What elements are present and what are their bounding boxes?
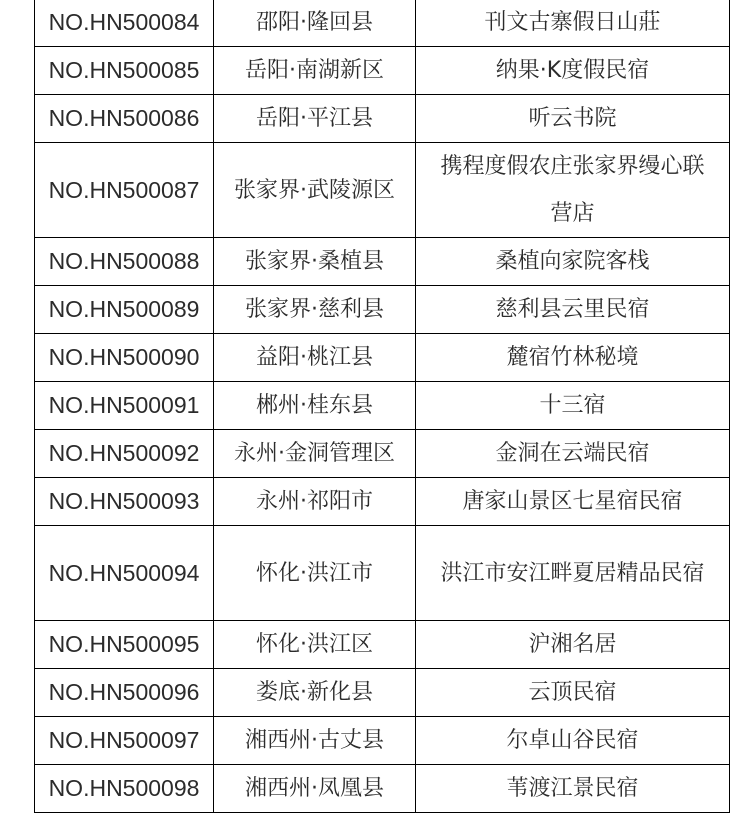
name-cell: 金洞在云端民宿 [416,430,730,478]
region-cell: 永州·金洞管理区 [214,430,416,478]
name-cell: 纳果·K度假民宿 [416,47,730,95]
name-cell: 十三宿 [416,382,730,430]
name-cell: 刊文古寨假日山莊 [416,0,730,47]
table-row [35,430,730,478]
table-row [35,0,730,47]
code-cell: NO.HN500085 [35,47,214,95]
table-row [35,382,730,430]
code-cell: NO.HN500092 [35,430,214,478]
code-cell: NO.HN500086 [35,95,214,143]
region-cell: 怀化·洪江市 [214,526,416,621]
region-cell: 岳阳·南湖新区 [214,47,416,95]
region-cell: 张家界·武陵源区 [214,143,416,238]
name-cell: 唐家山景区七星宿民宿 [416,478,730,526]
region-cell: 益阳·桃江县 [214,334,416,382]
region-cell: 娄底·新化县 [214,669,416,717]
code-cell: NO.HN500097 [35,717,214,765]
table-row [35,143,730,238]
name-cell: 慈利县云里民宿 [416,286,730,334]
region-cell: 岳阳·平江县 [214,95,416,143]
table-row [35,238,730,286]
code-cell: NO.HN500094 [35,526,214,621]
region-cell: 邵阳·隆回县 [214,0,416,47]
table-row [35,717,730,765]
region-cell: 湘西州·古丈县 [214,717,416,765]
table-row [35,765,730,813]
code-cell: NO.HN500093 [35,478,214,526]
name-cell: 苇渡江景民宿 [416,765,730,813]
name-cell: 云顶民宿 [416,669,730,717]
table-row [35,334,730,382]
region-cell: 张家界·桑植县 [214,238,416,286]
name-cell: 洪江市安江畔夏居精品民宿 [416,526,730,621]
code-cell: NO.HN500089 [35,286,214,334]
name-cell: 尔卓山谷民宿 [416,717,730,765]
code-cell: NO.HN500088 [35,238,214,286]
code-cell: NO.HN500098 [35,765,214,813]
name-cell: 听云书院 [416,95,730,143]
name-cell: 携程度假农庄张家界缦心联营店 [416,143,730,238]
code-cell: NO.HN500091 [35,382,214,430]
table-row [35,95,730,143]
table-row [35,669,730,717]
table-row [35,526,730,621]
code-cell: NO.HN500095 [35,621,214,669]
region-cell: 怀化·洪江区 [214,621,416,669]
table-row [35,621,730,669]
region-cell: 张家界·慈利县 [214,286,416,334]
name-cell: 沪湘名居 [416,621,730,669]
name-cell: 桑植向家院客栈 [416,238,730,286]
region-cell: 郴州·桂东县 [214,382,416,430]
table-row [35,47,730,95]
table-row [35,286,730,334]
code-cell: NO.HN500084 [35,0,214,47]
code-cell: NO.HN500090 [35,334,214,382]
table-row [35,478,730,526]
listing-table-container [34,0,729,813]
code-cell: NO.HN500096 [35,669,214,717]
region-cell: 湘西州·凤凰县 [214,765,416,813]
name-cell: 麓宿竹林秘境 [416,334,730,382]
region-cell: 永州·祁阳市 [214,478,416,526]
code-cell: NO.HN500087 [35,143,214,238]
homestay-table [34,0,730,813]
